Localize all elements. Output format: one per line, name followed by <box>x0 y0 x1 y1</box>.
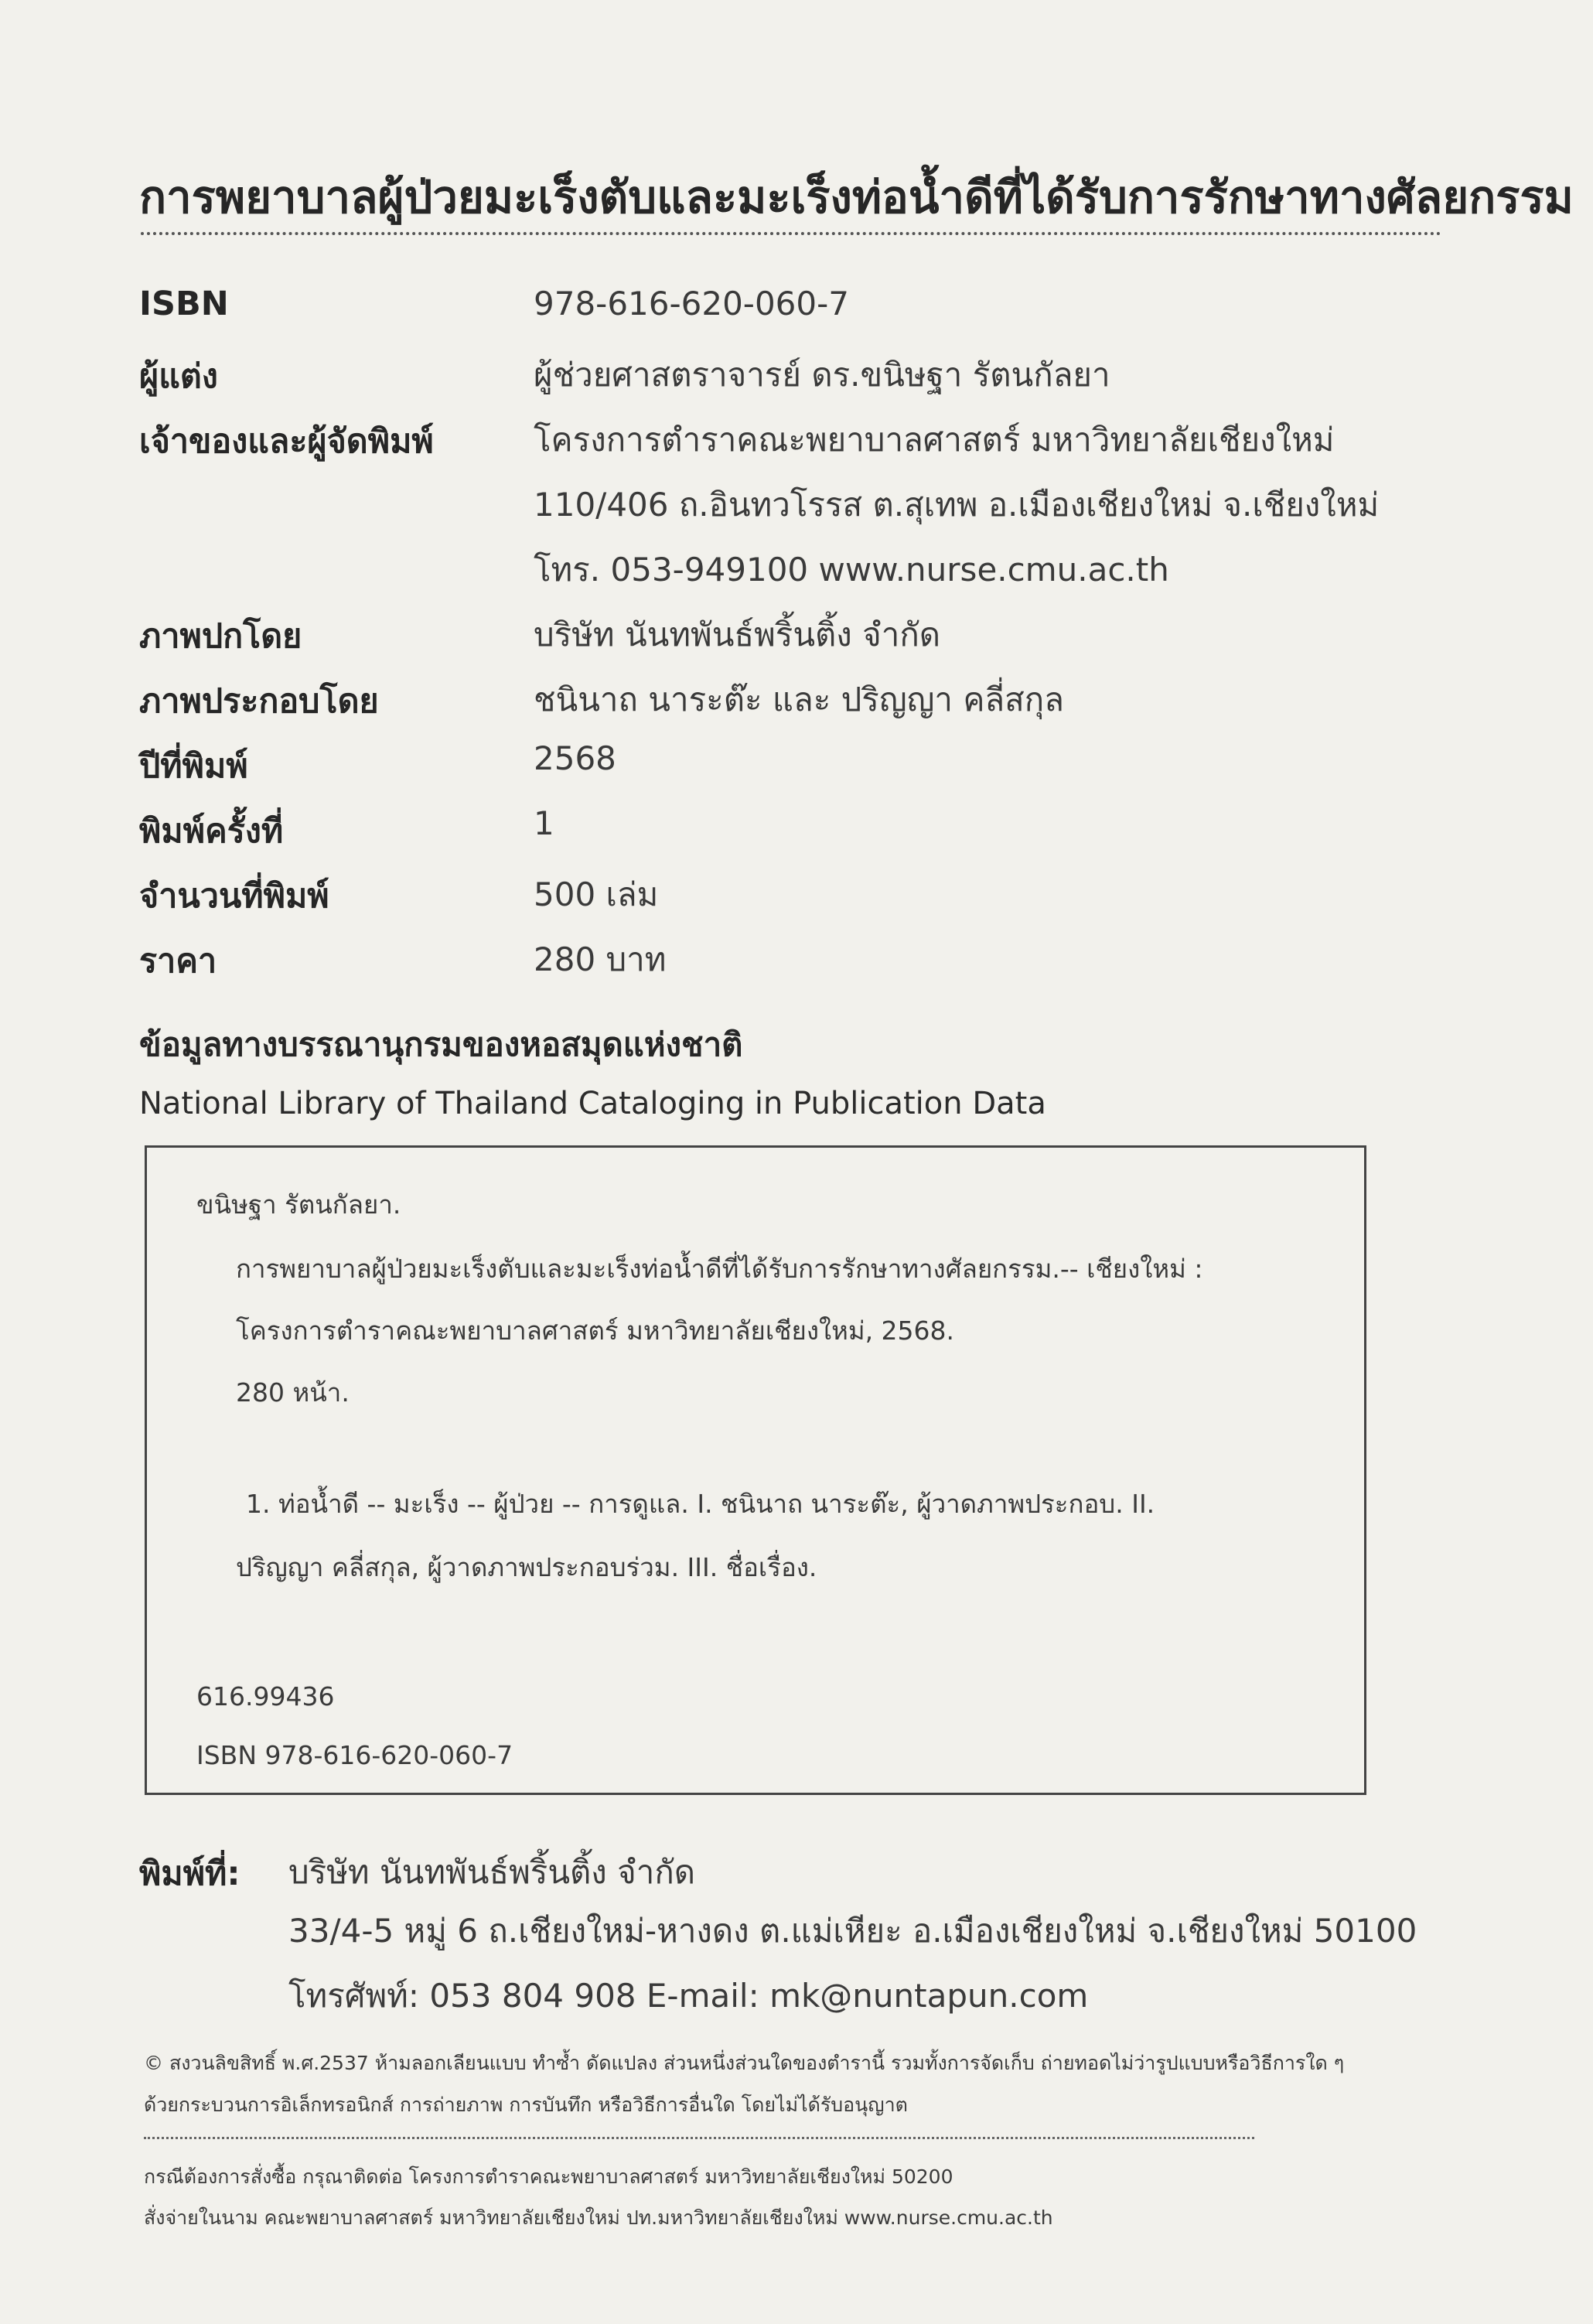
cip-subject-line-1: 1. ท่อน้ำดี -- มะเร็ง -- ผู้ป่วย -- การดูแล. I. ชนินาถ นาระต๊ะ, ผู้วาดภาพประกอบ. II. <box>246 1489 1155 1519</box>
copies-row <box>139 869 1454 934</box>
illustration-row <box>139 674 1454 739</box>
edition-row <box>139 804 1454 869</box>
publisher-label: เจ้าของและผู้จัดพิมพ์ <box>139 422 434 461</box>
order-info-line-2: สั่งจ่ายในนาม คณะพยาบาลศาสตร์ มหาวิทยาลัยเชียงใหม่ ปท.มหาวิทยาลัยเชียงใหม่ www.nurse.cmu.ac.th <box>144 2206 1053 2229</box>
book-title: การพยาบาลผู้ป่วยมะเร็งตับและมะเร็งท่อน้ำดีที่ได้รับการรักษาทางศัลยกรรม <box>139 171 1574 224</box>
copies-label: จำนวนที่พิมพ์ <box>139 877 329 916</box>
cip-subject-line-2: ปริญญา คลี่สกุล, ผู้วาดภาพประกอบร่วม. III. ชื่อเรื่อง. <box>236 1552 817 1582</box>
author-row <box>139 350 1454 415</box>
book-info-table <box>139 285 1454 999</box>
cip-classification: 616.99436 <box>196 1681 335 1711</box>
publisher-row <box>139 415 1454 479</box>
cover-value: บริษัท นันทพันธ์พริ้นติ้ง จำกัด <box>534 616 941 654</box>
cip-heading-thai: ข้อมูลทางบรรณานุกรมของหอสมุดแห่งชาติ <box>139 1025 743 1063</box>
illustration-value: ชนินาถ นาระต๊ะ และ ปริญญา คลี่สกุล <box>534 681 1064 718</box>
cip-publication-line: โครงการตำราคณะพยาบาลศาสตร์ มหาวิทยาลัยเชียงใหม่, 2568. <box>236 1316 955 1346</box>
cip-title-line: การพยาบาลผู้ป่วยมะเร็งตับและมะเร็งท่อน้ำดีที่ได้รับการรักษาทางศัลยกรรม.-- เชียงใหม่ : <box>236 1254 1203 1284</box>
price-label: ราคา <box>139 942 217 981</box>
publisher-contact-row <box>139 544 1454 609</box>
cip-pages: 280 หน้า. <box>236 1377 350 1408</box>
year-label: ปีที่พิมพ์ <box>139 747 248 786</box>
year-row <box>139 739 1454 804</box>
copyright-line-2: ด้วยกระบวนการอิเล็กทรอนิกส์ การถ่ายภาพ การบันทึก หรือวิธีการอื่นใด โดยไม่ได้รับอนุญาต <box>144 2094 908 2116</box>
publisher-address: 110/406 ถ.อินทวโรรส ต.สุเทพ อ.เมืองเชียงใหม่ จ.เชียงใหม่ <box>534 486 1380 524</box>
cip-author: ขนิษฐา รัตนกัลยา. <box>196 1189 401 1220</box>
copyright-divider <box>144 2137 1254 2139</box>
isbn-label: ISBN <box>139 285 229 323</box>
edition-label: พิมพ์ครั้งที่ <box>139 812 284 851</box>
year-value: 2568 <box>534 739 616 777</box>
isbn-row <box>139 285 1454 350</box>
printer-address: 33/4-5 หมู่ 6 ถ.เชียงใหม่-หางดง ต.แม่เหียะ อ.เมืองเชียงใหม่ จ.เชียงใหม่ 50100 <box>288 1912 1417 1950</box>
copies-value: 500 เล่ม <box>534 875 659 913</box>
publisher-contact: โทร. 053-949100 www.nurse.cmu.ac.th <box>534 551 1169 589</box>
printer-label: พิมพ์ที่: <box>139 1855 240 1893</box>
order-info-line-1: กรณีต้องการสั่งซื้อ กรุณาติดต่อ โครงการตำราคณะพยาบาลศาสตร์ มหาวิทยาลัยเชียงใหม่ 50200 <box>144 2165 953 2188</box>
copyright-line-1: © สงวนลิขสิทธิ์ พ.ศ.2537 ห้ามลอกเลียนแบบ ทำซ้ำ ดัดแปลง ส่วนหนึ่งส่วนใดของตำรานี้ รวมทั้งการจัดเก็บ ถ่ายทอดไม่ว่ารูปแบบหรือวิธีการใด ๆ <box>144 2052 1345 2074</box>
isbn-value: 978-616-620-060-7 <box>534 285 850 322</box>
edition-value: 1 <box>534 804 554 842</box>
printer-name: บริษัท นันทพันธ์พริ้นติ้ง จำกัด <box>288 1853 696 1891</box>
title-divider <box>141 232 1441 235</box>
cip-isbn: ISBN 978-616-620-060-7 <box>196 1740 513 1770</box>
illustration-label: ภาพประกอบโดย <box>139 682 379 721</box>
cover-label: ภาพปกโดย <box>139 617 302 656</box>
price-value: 280 บาท <box>534 940 667 978</box>
cip-record-box <box>145 1145 1366 1795</box>
author-label: ผู้แต่ง <box>139 357 218 396</box>
price-row <box>139 934 1454 999</box>
author-value: ผู้ช่วยศาสตราจารย์ ดร.ขนิษฐา รัตนกัลยา <box>534 356 1110 394</box>
cover-row <box>139 609 1454 674</box>
cip-heading-english: National Library of Thailand Cataloging in Publication Data <box>139 1086 1046 1121</box>
printer-contact: โทรศัพท์: 053 804 908 E-mail: mk@nuntapun.com <box>288 1977 1089 2015</box>
publisher-address-row <box>139 479 1454 544</box>
publisher-name: โครงการตำราคณะพยาบาลศาสตร์ มหาวิทยาลัยเชียงใหม่ <box>534 421 1335 459</box>
